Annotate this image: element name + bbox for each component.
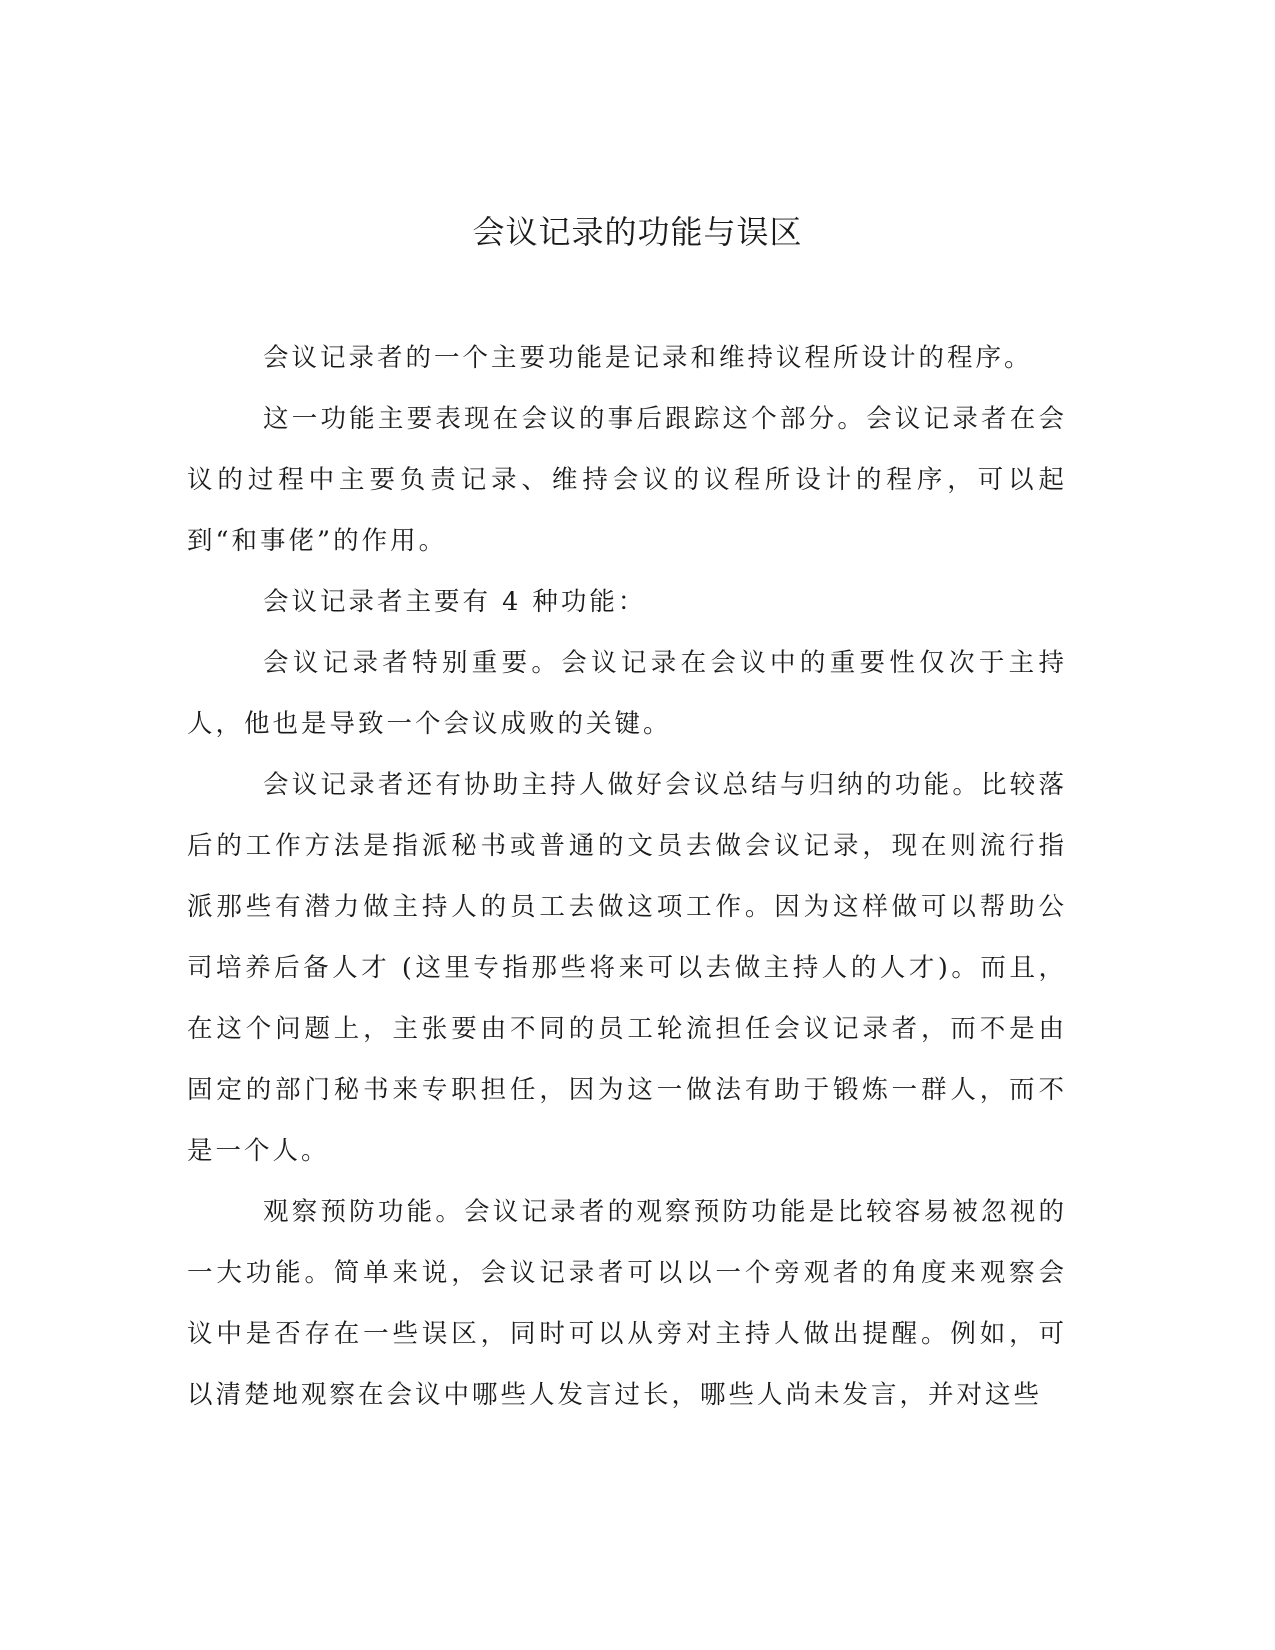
paragraph-3: 会议记录者主要有 4 种功能： bbox=[263, 587, 647, 617]
paragraph-5: 会议记录者还有协助主持人做好会议总结与归纳的功能。比较落后的工作方法是指派秘书或普通的文员去做会议记录，现在则流行指派那些有潜力做主持人的员工去做这项工作。因为这样做可以帮助公司培养后备人才 (这里专指那些将来可以去做主持人的人才)。而且，在这个问题上，主张要由不同的员工轮流担任会议记录者，而不是由固定的部门秘书来专职担任，因为这一做法有助于锻炼一群人，而不是一个人。 bbox=[187, 770, 1067, 1166]
document-title: 会议记录的功能与误区 bbox=[472, 213, 803, 251]
document-body bbox=[187, 328, 1067, 1426]
paragraph-6: 观察预防功能。会议记录者的观察预防功能是比较容易被忽视的一大功能。简单来说，会议记录者可以以一个旁观者的角度来观察会议中是否存在一些误区，同时可以从旁对主持人做出提醒。例如，可以清楚地观察在会议中哪些人发言过长，哪些人尚未发言，并对这些 bbox=[187, 1197, 1067, 1410]
paragraph-4: 会议记录者特别重要。会议记录在会议中的重要性仅次于主持人，他也是导致一个会议成败的关键。 bbox=[187, 648, 1067, 739]
paragraph-2: 这一功能主要表现在会议的事后跟踪这个部分。会议记录者在会议的过程中主要负责记录、维持会议的议程所设计的程序，可以起到“和事佬”的作用。 bbox=[187, 404, 1067, 556]
paragraph-1: 会议记录者的一个主要功能是记录和维持议程所设计的程序。 bbox=[263, 343, 1033, 373]
